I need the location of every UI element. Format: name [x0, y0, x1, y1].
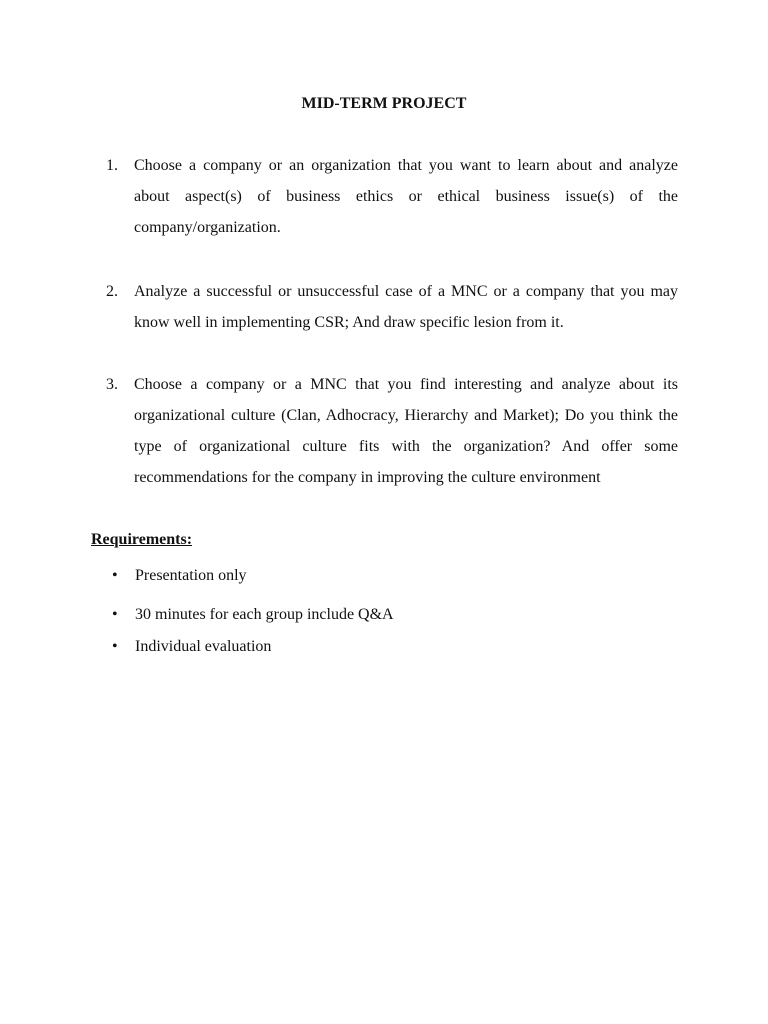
numbered-item	[106, 150, 678, 243]
item-text: Analyze a successful or unsuccessful case of a MNC or a company that you may know well in implementing CSR; And draw specific lesion from it.	[134, 283, 678, 331]
requirements-heading: Requirements:	[91, 531, 193, 548]
bullet-icon: •	[112, 606, 118, 623]
bullet-item	[112, 605, 672, 625]
bullet-item	[112, 566, 672, 586]
item-text: Choose a company or an organization that you want to learn about and analyze about aspect(s) of business ethics or ethical business issue(s) of the company/organization.	[134, 157, 678, 236]
numbered-item	[106, 276, 678, 338]
bullet-item	[112, 637, 672, 657]
bullet-text: Individual evaluation	[135, 638, 272, 655]
bullet-text: Presentation only	[135, 567, 247, 584]
numbered-item	[106, 369, 678, 493]
item-number: 3.	[106, 376, 118, 393]
item-number: 2.	[106, 283, 118, 300]
bullet-icon: •	[112, 567, 118, 584]
item-number: 1.	[106, 157, 118, 174]
bullet-text: 30 minutes for each group include Q&A	[135, 606, 394, 623]
bullet-icon: •	[112, 638, 118, 655]
document-title: MID-TERM PROJECT	[301, 95, 467, 112]
item-text: Choose a company or a MNC that you find interesting and analyze about its organizational culture (Clan, Adhocracy, Hierarchy and Market); Do you think the type of organizational culture fits with the organization? And offer some recommendations for the company in improving the culture environment	[134, 376, 678, 486]
